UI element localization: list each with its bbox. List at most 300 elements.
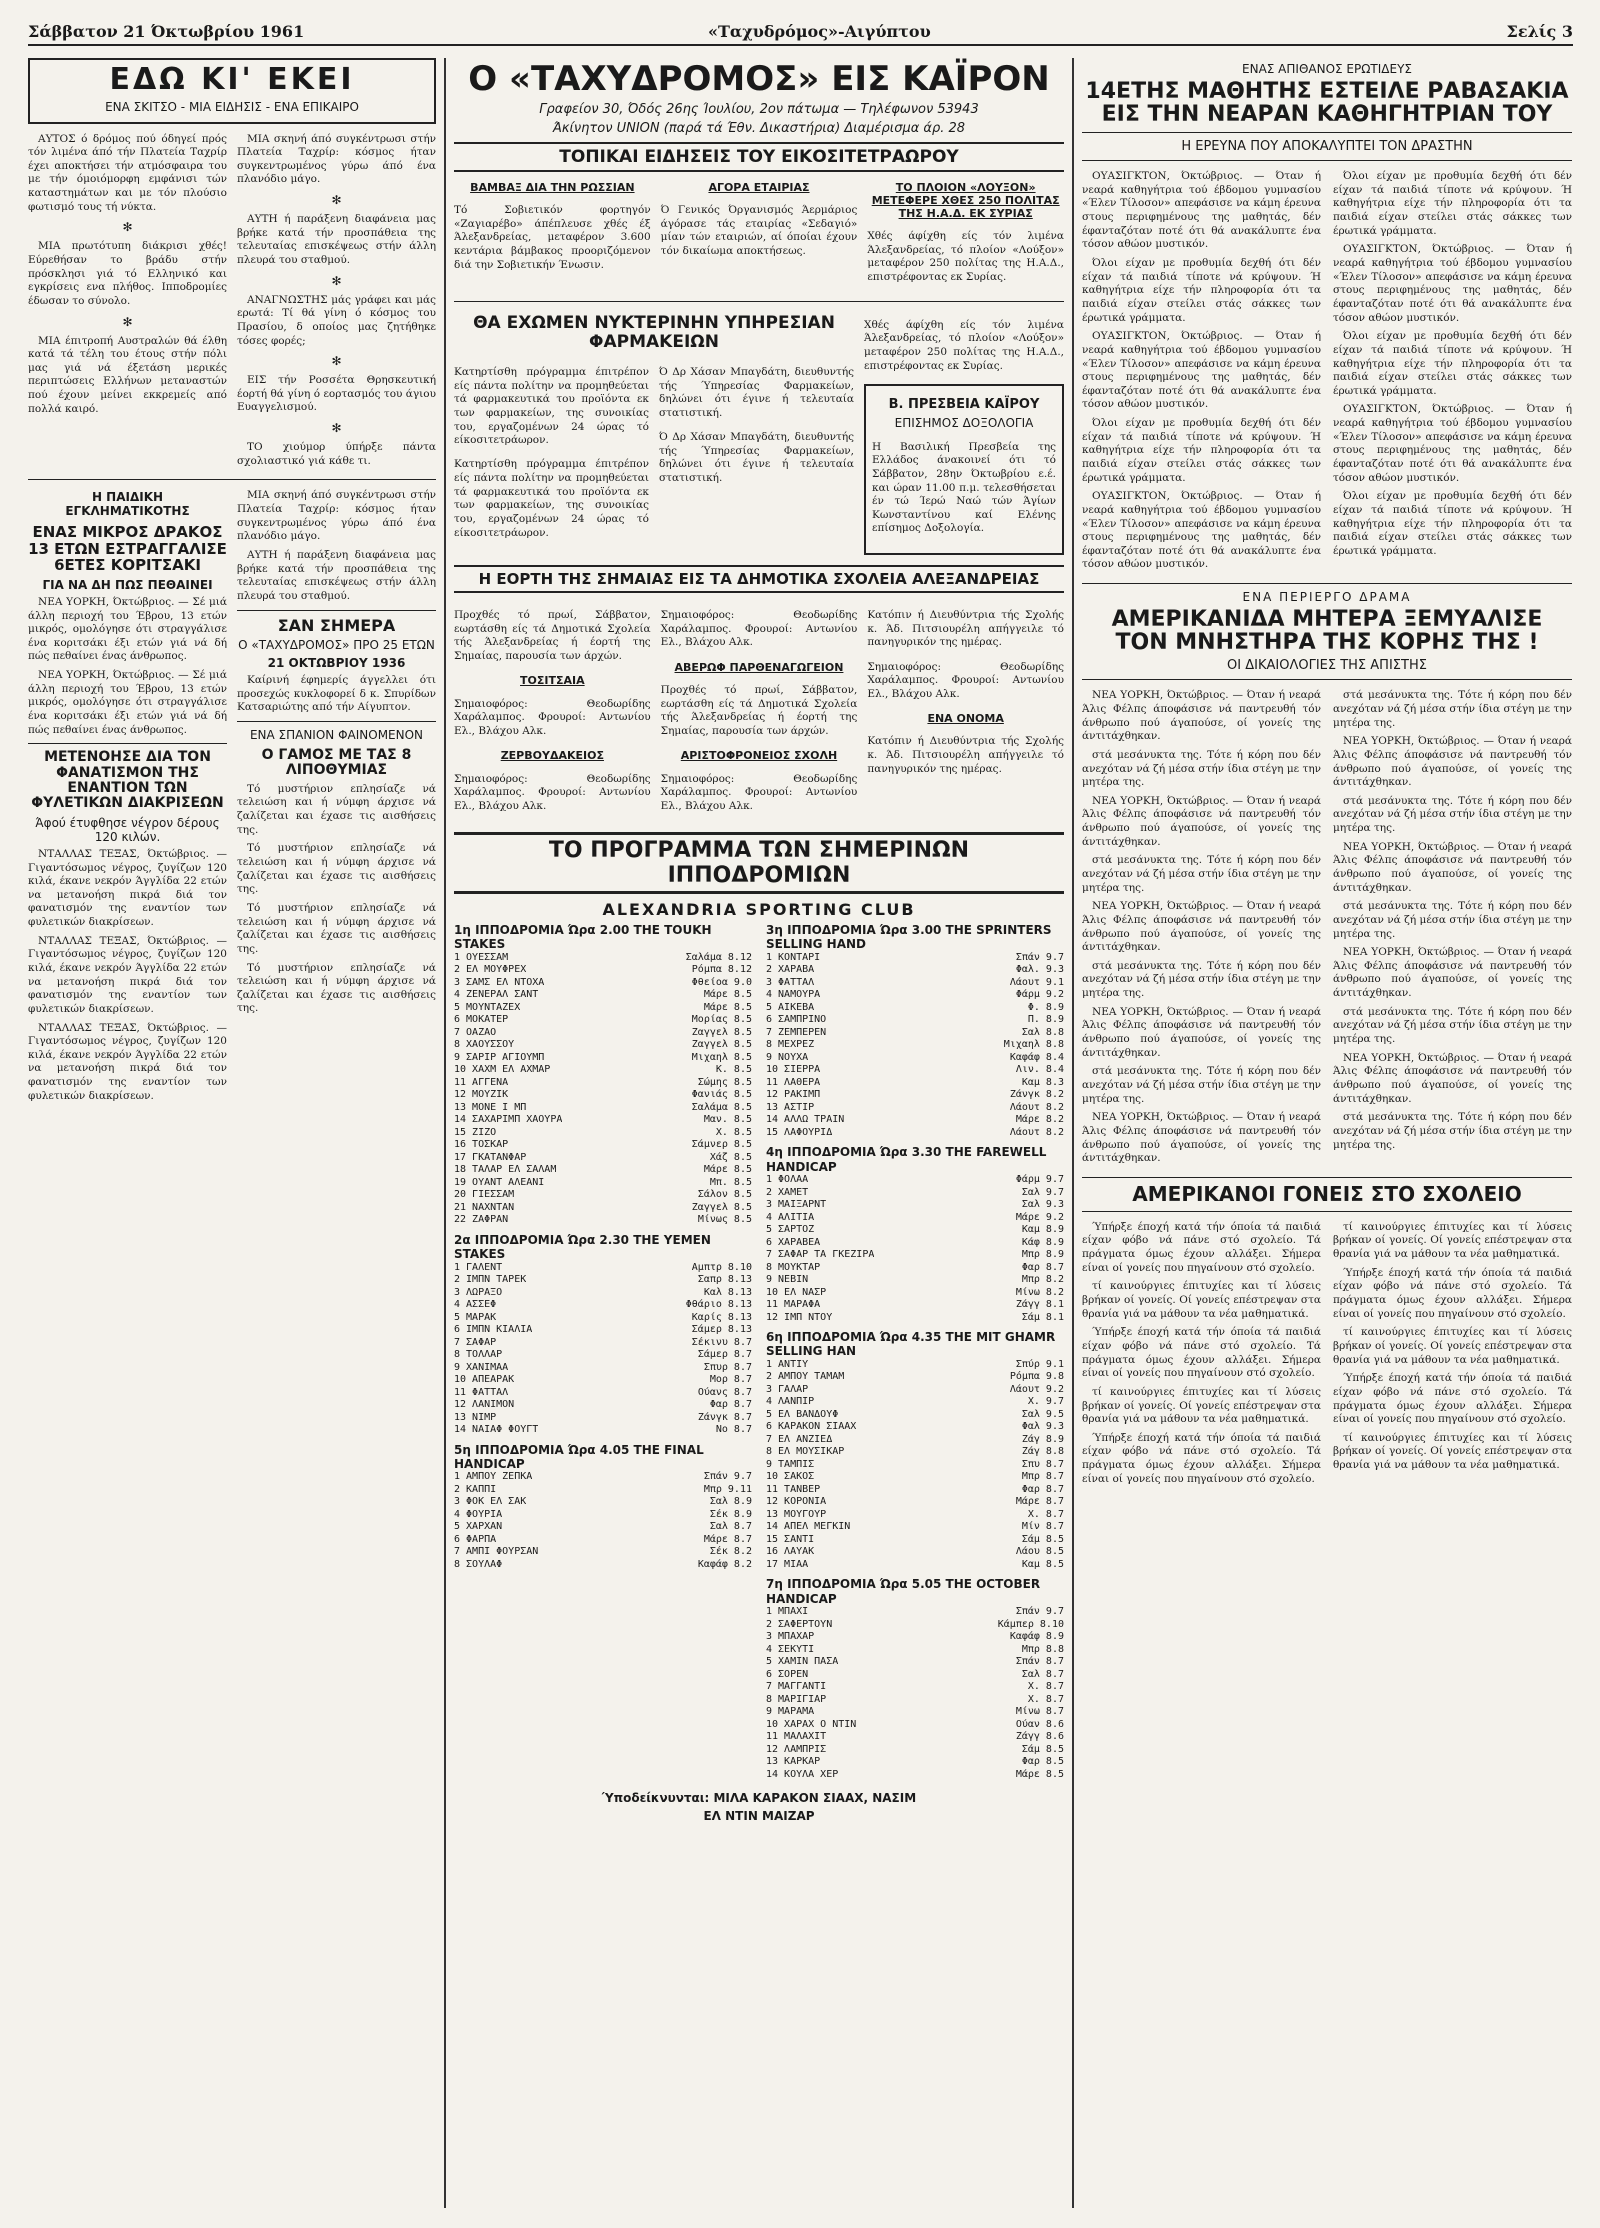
horse-row (766, 1606, 1064, 1619)
horse-row (766, 1262, 1064, 1275)
horse-row (454, 1274, 752, 1287)
horse-name: 10 ΑΠΕΑΡΑΚ (454, 1374, 515, 1386)
horse-jockey-weight: Φάρμ 9.2 (1015, 989, 1064, 1001)
horse-name: 12 ΡΑΚΙΜΠ (766, 1089, 821, 1101)
horse-name: 8 ΣΟΥΛΑΦ (454, 1558, 503, 1570)
horse-row (454, 1002, 752, 1015)
flag-text: Προχθές τό πρωί, Σάββατον, εωρτάσθη είς τά Δημοτικά Σχολεία τής Άλεξανδρείας ή έορτή της Σημαίας, παρουσία των άρχών. (454, 609, 651, 663)
horse-name: 18 ΤΑΛΑΡ ΕΛ ΣΑΛΑΜ (454, 1164, 557, 1176)
horse-row (766, 1274, 1064, 1287)
horse-jockey-weight: Καμ 8.5 (1021, 1558, 1064, 1570)
horse-name: 17 ΜΙΑΑ (766, 1558, 809, 1570)
horse-jockey-weight: Φάρμ 9.7 (1015, 1174, 1064, 1186)
horse-name: 12 ΚΟΡΟΝΙΑ (766, 1496, 827, 1508)
horse-name: 11 ΦΑΤΤΑΛ (454, 1386, 509, 1398)
horse-row (766, 1484, 1064, 1497)
horse-row (454, 1127, 752, 1140)
horse-row (766, 1559, 1064, 1572)
horse-row (454, 964, 752, 977)
rare-text: Τό μυστήριον επλησίαζε νά τελειώση και ή νύμφη άρχισε νά ζαλίζεται και έχασε τις αισθήσεις της. (237, 961, 436, 1015)
horse-name: 11 ΤΑΝΒΕΡ (766, 1483, 821, 1495)
student-article-grid (1082, 167, 1572, 577)
horse-row (454, 1202, 752, 1215)
local-news-grid (454, 178, 1064, 296)
horse-row (454, 1521, 752, 1534)
horse-row (766, 1421, 1064, 1434)
horse-jockey-weight: Χ. 8.7 (1027, 1693, 1064, 1705)
horse-jockey-weight: Σαλ 8.8 (1021, 1026, 1064, 1038)
horse-jockey-weight: Ζάνγκ 8.2 (1009, 1089, 1064, 1101)
news-text: Χθές άφίχθη είς τόν λιμένα Άλεξανδρείας, τό πλοίον «Λούξον» μεταφέρον 250 πολίτας της Η.Α.Δ., επιστρέφοντας εκ Συρίας. (864, 318, 1064, 372)
horse-row (454, 1027, 752, 1040)
horse-jockey-weight: Σάμ 8.5 (1021, 1533, 1064, 1545)
news-text: Χθές άφίχθη είς τόν λιμένα Άλεξανδρείας, τό πλοίον «Λούξον» μεταφέρον 250 πολίτας της Η.Α.Δ., επιστρέφοντας εκ Συρίας. (867, 230, 1064, 284)
horse-row (766, 1744, 1064, 1757)
parents-text: τί καινούργιες έπιτυχίες και τί λύσεις βρήκαν οί γονείς. Οί γονείς επέστρεψαν στα θρανία γιά να μάθουν τα νέα μαθηματικά. (1082, 1385, 1321, 1426)
horse-row (766, 1249, 1064, 1262)
paper-name: «Ταχυδρόμος»-Αιγύπτου (708, 22, 931, 41)
horse-row (454, 977, 752, 990)
pharmacy-article (454, 308, 854, 558)
horse-row (766, 1212, 1064, 1225)
horse-row (766, 1039, 1064, 1052)
horse-jockey-weight: Σπάν 9.7 (1015, 1606, 1064, 1618)
horse-jockey-weight: Π. 8.9 (1027, 1014, 1064, 1026)
horse-row (766, 1409, 1064, 1422)
horse-row (454, 1424, 752, 1437)
horse-row (766, 989, 1064, 1002)
student-text: Όλοι είχαν με προθυμία δεχθή ότι δέν είχαν τά παιδιά τίποτε νά κρύψουν. Ή καθηγήτρια είχε τήν πληροφορία ότι τα παιδιά είχαν στείλει στάς σάκκες των έρωτικά γράμματα. (1082, 257, 1321, 324)
student-text: ΟΥΑΣΙΓΚΤΟΝ, Όκτώβριος. — Όταν ή νεαρά καθηγήτρια τού έβδομου γυμνασίου «Έλεν Τίλοσον» απεφάσισε να κάμη έρευνα στους περιφημένους της μαθητάς, δέν έφανταζόταν ποτέ ότι θά ανακάλυπτε ένα τόσον αθώον μυστικόν. (1082, 170, 1321, 251)
divider (237, 610, 436, 611)
parents-text: Ύπήρξε έποχή κατά τήν όποία τά παιδιά είχαν φόβο νά πάνε στό σχολείο. Τά πράγματα όμως έχουν αλλάξει. Σήμερα είναι οί γονείς που πηγαίνουν στό σχολείο. (1333, 1266, 1572, 1320)
horse-jockey-weight: Σπύρ 9.1 (1015, 1358, 1064, 1370)
parents-text: τί καινούργιες έπιτυχίες και τί λύσεις βρήκαν οί γονείς. Οί γονείς επέστρεψαν στα θρανία γιά να μάθουν τα νέα μαθηματικά. (1333, 1220, 1572, 1261)
horse-name: 20 ΓΙΕΣΣΑΜ (454, 1189, 515, 1201)
horse-jockey-weight: Μάρε 8.2 (1015, 1114, 1064, 1126)
horse-name: 2 ΑΜΠΟΥ ΤΑΜΑΜ (766, 1371, 845, 1383)
right-headline: 14ΕΤΗΣ ΜΑΘΗΤΗΣ ΕΣΤΕΙΛΕ ΡΑΒΑΣΑΚΙΑ ΕΙΣ ΤΗΝ ΝΕΑΡΑΝ ΚΑΘΗΓΗΤΡΙΑΝ ΤΟΥ (1085, 79, 1569, 128)
embassy-box (864, 384, 1064, 555)
horse-name: 5 ΑΙΚΕΒΑ (766, 1001, 815, 1013)
horse-row (454, 1534, 752, 1547)
divider (454, 301, 1064, 302)
horse-jockey-weight: Σαπρ 8.13 (697, 1274, 752, 1286)
horse-jockey-weight: Μάρε 8.5 (703, 1001, 752, 1013)
horse-row (454, 1412, 752, 1425)
parents-text: Ύπήρξε έποχή κατά τήν όποία τά παιδιά είχαν φόβο νά πάνε στό σχολείο. Τά πράγματα όμως έχουν αλλάξει. Σήμερα είναι οί γονείς που πηγαίνουν στό σχολείο. (1082, 1326, 1321, 1380)
horse-name: 5 ΜΟΥΝΤΑΖΕΧ (454, 1001, 521, 1013)
embassy-subhead: ΕΠΙΣΗΜΟΣ ΔΟΞΟΛΟΓΙΑ (894, 416, 1034, 431)
horse-jockey-weight: Φθείοα 9.0 (691, 976, 752, 988)
horse-name: 7 ΟΑΖΑΟ (454, 1026, 497, 1038)
race-headline: 5η ΙΠΠΟΔΡΟΜΙΑ Ώρα 4.05 THE FINAL HANDICAP (454, 1442, 704, 1471)
horse-name: 8 ΜΑΡΙΓΙΑΡ (766, 1693, 827, 1705)
horse-jockey-weight: Σέκινυ 8.7 (691, 1336, 752, 1348)
horse-jockey-weight: Σαλ 8.7 (1021, 1668, 1064, 1680)
horse-name: 1 ΚΟΝΤΑΡΙ (766, 951, 821, 963)
horse-row (766, 1631, 1064, 1644)
today-subtitle: Ο «ΤΑΧΥΔΡΟΜΟΣ» ΠΡΟ 25 ΕΤΩΝ (238, 638, 435, 653)
horse-name: 15 ΣΑΝΤΙ (766, 1533, 815, 1545)
divider (237, 721, 436, 722)
horse-name: 1 ΑΝΤΙΥ (766, 1358, 809, 1370)
student-text: ΟΥΑΣΙΓΚΤΟΝ, Όκτώβριος. — Όταν ή νεαρά καθηγήτρια τού έβδομου γυμνασίου «Έλεν Τίλοσον» απεφάσισε να κάμη έρευνα στους περιφημένους της μαθητάς, δέν έφανταζόταν ποτέ ότι θά ανακάλυπτε ένα τόσον αθώον μυστικόν. (1082, 490, 1321, 571)
horse-name: 22 ΖΑΦΡΑΝ (454, 1214, 509, 1226)
horse-row (454, 1559, 752, 1572)
horse-row (766, 1644, 1064, 1657)
horse-name: 10 ΕΛ ΝΑΣΡ (766, 1286, 827, 1298)
rare-kicker: ΕΝΑ ΣΠΑΝΙΟΝ ΦΑΙΝΟΜΕΝΟΝ (249, 728, 424, 743)
horse-jockey-weight: Σαλ 8.9 (709, 1496, 752, 1508)
separator-star-icon: ✻ (122, 220, 133, 235)
drama-text: στά μεσάνυκτα της. Τότε ή κόρη που δέν ανεχόταν νά ζή μέσα στήν ίδια στέγη με την μητέρα της. (1333, 900, 1572, 940)
horse-row (766, 1027, 1064, 1040)
horse-jockey-weight: Κ. 8.5 (715, 1064, 752, 1076)
horse-row (766, 1064, 1064, 1077)
student-text: ΟΥΑΣΙΓΚΤΟΝ, Όκτώβριος. — Όταν ή νεαρά καθηγήτρια τού έβδομου γυμνασίου «Έλεν Τίλοσον» απεφάσισε να κάμη έρευνα στους περιφημένους της μαθητάς, δέν έφανταζόταν ποτέ ότι θά ανακάλυπτε ένα τόσον αθώον μυστικόν. (1082, 330, 1321, 411)
horse-jockey-weight: Ρόμπα 9.8 (1009, 1371, 1064, 1383)
brief-paragraph: ΜΙΑ σκηνή άπό συγκέντρωσι στήν Πλατεία Ταχρίρ: κόσμος ήταν συγκεντρωμένος γύρω άπό ένα πλανόδιο μάγο. (237, 489, 436, 543)
drama-text: στά μεσάνυκτα της. Τότε ή κόρη που δέν ανεχόταν νά ζή μέσα στήν ίδια στέγη με την μητέρα της. (1333, 1111, 1572, 1151)
horse-row (766, 1396, 1064, 1409)
left-brief-col1 (28, 130, 227, 474)
horse-name: 13 ΑΣΤΙΡ (766, 1101, 815, 1113)
horse-jockey-weight: Λάουτ 9.2 (1009, 1383, 1064, 1395)
horse-name: 16 ΛΑΥΑΚ (766, 1546, 815, 1558)
drama-text: ΝΕΑ ΥΟΡΚΗ, Όκτώβριος. — Όταν ή νεαρά Άλις Φέλπς άποφάσισε νά παντρευθή τόν άνθρωπο πού άγαπούσε, οί γονείς της άντιτάχθηκαν. (1082, 794, 1321, 848)
horse-jockey-weight: Φαρ 8.7 (1021, 1261, 1064, 1273)
horse-row (766, 1014, 1064, 1027)
horse-jockey-weight: Καρίς 8.13 (691, 1311, 752, 1323)
race-column-left (454, 923, 752, 1787)
horse-jockey-weight: Σάμερ 8.7 (697, 1349, 752, 1361)
fanatic-subhead: Άφού έτυφθησε νέγρον δέρους 120 κιλών. (35, 815, 220, 844)
horse-jockey-weight: Ζάγ 8.8 (1021, 1446, 1064, 1458)
masthead (28, 20, 1573, 46)
horse-row (454, 1312, 752, 1325)
student-text: ΟΥΑΣΙΓΚΤΟΝ, Όκτώβριος. — Όταν ή νεαρά καθηγήτρια τού έβδομου γυμνασίου «Έλεν Τίλοσον» απεφάσισε να κάμη έρευνα στους περιφημένους της μαθητάς, δέν έφανταζόταν ποτέ ότι θά ανακάλυπτε ένα τόσον αθώον μυστικόν. (1333, 403, 1572, 484)
pharmacy-text: Ό Δρ Χάσαν Μπαγδάτη, διευθυντής τής Ύπηρεσίας Φαρμακείων, δηλώνει ότι έγινε ή τελευταία στατιστική. (659, 431, 854, 485)
brief-paragraph: ΜΙΑ σκηνή άπό συγκέντρωσι στήν Πλατεία Ταχρίρ: κόσμος ήταν συγκεντρωμένος γύρω άπό ένα πλανόδιο μάγο. (237, 132, 436, 186)
race-footer: ΕΛ ΝΤΙΝ ΜΑΙΖΑΡ (703, 1809, 815, 1824)
flag-text: Κατόπιν ή Διευθύντρια τής Σχολής κ. Άδ. Πιτσιουρέλη απήγγειλε τό πανηγυρικόν της ημέρας. (867, 609, 1064, 649)
horse-name: 8 ΤΟΛΛΑΡ (454, 1349, 503, 1361)
horse-row (454, 1139, 752, 1152)
brief-paragraph: ΑΥΤΟΣ ό δρόμος πού όδηγεί πρός τόν λιμένα άπό τήν Πλατεία Ταχρίρ έχει αποκτήσει τήν ατμόσφαιρα του με τήν όμοιόμορφη εμφάνισι τών καταστημάτων και με τόν πλούσιο φωτισμό τους τή νύκτα. (28, 132, 227, 213)
horse-name: 9 ΤΑΜΠΙΣ (766, 1458, 815, 1470)
horse-jockey-weight: Ρόμπα 8.12 (691, 964, 752, 976)
horse-jockey-weight: Σέκ 8.2 (709, 1546, 752, 1558)
horse-name: 16 ΤΟΣΚΑΡ (454, 1139, 509, 1151)
horse-jockey-weight: Μπρ 9.11 (703, 1483, 752, 1495)
horse-row (454, 1114, 752, 1127)
right-column (1082, 58, 1572, 2208)
flag-text: Σημαιοφόρος: Θεοδωρίδης Χαράλαμπος. Φρουροί: Αντωνίου Ελ., Βλάχου Αλκ. (660, 772, 858, 812)
horse-jockey-weight: Σαλ 9.3 (1021, 1199, 1064, 1211)
student-text: ΟΥΑΣΙΓΚΤΟΝ, Όκτώβριος. — Όταν ή νεαρά καθηγήτρια τού έβδομου γυμνασίου «Έλεν Τίλοσον» απεφάσισε να κάμη έρευνα στους περιφημένους της μαθητάς, δέν έφανταζόταν ποτέ ότι θά ανακάλυπτε ένα τόσον αθώον μυστικόν. (1333, 243, 1572, 324)
flag-subhead: ΑΡΙΣΤΟΦΡΟΝΕΙΟΣ ΣΧΟΛΗ (680, 749, 838, 763)
drama-text: ΝΕΑ ΥΟΡΚΗ, Όκτώβριος. — Όταν ή νεαρά Άλις Φέλπς άποφάσισε νά παντρευθή τόν άνθρωπο πού άγαπούσε, οί γονείς της άντιτάχθηκαν. (1082, 900, 1321, 954)
horse-row (766, 1656, 1064, 1669)
horse-name: 8 ΧΑΟΥΣΣΟΥ (454, 1039, 515, 1051)
horse-jockey-weight: Ζαγγελ 8.5 (691, 1201, 752, 1213)
drama-subtitle: ΟΙ ΔΙΚΑΙΟΛΟΓΙΕΣ ΤΗΣ ΑΠΙΣΤΗΣ (1227, 658, 1427, 674)
horse-jockey-weight: Φανιάς 8.5 (691, 1089, 752, 1101)
parents-text: τί καινούργιες έπιτυχίες και τί λύσεις βρήκαν οί γονείς. Οί γονείς επέστρεψαν στα θρανία γιά να μάθουν τα νέα μαθηματικά. (1333, 1326, 1572, 1366)
horse-jockey-weight: Καλ 8.13 (703, 1286, 752, 1298)
horse-jockey-weight: Καφάφ 8.2 (697, 1558, 752, 1570)
rare-text: Τό μυστήριον επλησίαζε νά τελειώση και ή νύμφη άρχισε νά ζαλίζεται και έχασε τις αισθήσεις της. (237, 842, 436, 896)
parents-text: Ύπήρξε έποχή κατά τήν όποία τά παιδιά είχαν φόβο νά πάνε στό σχολείο. Τά πράγματα όμως έχουν αλλάξει. Σήμερα είναι οί γονείς που πηγαίνουν στό σχολείο. (1082, 1431, 1321, 1485)
horse-name: 7 ΑΜΠΙ ΦΟΥΡΣΑΝ (454, 1546, 539, 1558)
horse-name: 10 ΣΑΚΟΣ (766, 1471, 815, 1483)
horse-row (454, 1189, 752, 1202)
horse-name: 4 ΣΕΚΥΤΙ (766, 1643, 815, 1655)
crime-headline: ΕΝΑΣ ΜΙΚΡΟΣ ΔΡΑΚΟΣ 13 ΕΤΩΝ ΕΣΤΡΑΓΓΑΛΙΣΕ 6ΕΤΕΣ ΚΟΡΙΤΣΑΚΙ (28, 523, 227, 575)
horse-row (454, 1484, 752, 1497)
horse-row (454, 1509, 752, 1522)
race-program-grid (454, 923, 1064, 1787)
horse-jockey-weight: Καφάφ 8.9 (1009, 1631, 1064, 1643)
horse-row (766, 1359, 1064, 1372)
horse-name: 13 ΝΙΜΡ (454, 1411, 497, 1423)
horse-row (766, 1077, 1064, 1090)
horse-jockey-weight: Φαλ 9.3 (1021, 1421, 1064, 1433)
horse-row (454, 1496, 752, 1509)
horse-row (766, 1434, 1064, 1447)
horse-name: 5 ΣΑΡΤΟΖ (766, 1224, 815, 1236)
parents-text: Ύπήρξε έποχή κατά τήν όποία τά παιδιά είχαν φόβο νά πάνε στό σχολείο. Τά πράγματα όμως έχουν αλλάξει. Σήμερα είναι οί γονείς που πηγαίνουν στό σχολείο. (1082, 1220, 1321, 1274)
separator-star-icon: ✻ (331, 273, 342, 288)
horse-jockey-weight: Καμ 8.3 (1021, 1076, 1064, 1088)
horse-name: 5 ΕΛ ΒΑΝΔΟΥΦ (766, 1408, 839, 1420)
horse-row (766, 1002, 1064, 1015)
news-text: Ό Γενικός Όργανισμός Άερμάριος άγόρασε τάς εταιρίας «Σεδαγιό» μίαν τών εταιριών, αί όποίαι έχουν τόν δικαίωμα αποκτήσεως. (660, 204, 858, 258)
flag-text: Σημαιοφόρος: Θεοδωρίδης Χαράλαμπος. Φρουροί: Αντωνίου Ελ., Βλάχου Αλκ. (660, 609, 858, 649)
horse-name: 14 ΑΛΛΩ ΤΡΑΙΝ (766, 1114, 845, 1126)
horse-jockey-weight: Χ. 9.7 (1027, 1396, 1064, 1408)
horse-row (766, 1312, 1064, 1325)
parents-text: τί καινούργιες έπιτυχίες και τί λύσεις βρήκαν οί γονείς. Οί γονείς επέστρεψαν στα θρανία γιά να μάθουν τα νέα μαθηματικά. (1333, 1431, 1572, 1472)
parents-text: Ύπήρξε έποχή κατά τήν όποία τά παιδιά είχαν φόβο νά πάνε στό σχολείο. Τά πράγματα όμως έχουν αλλάξει. Σήμερα είναι οί γονείς που πηγαίνουν στό σχολείο. (1333, 1372, 1572, 1426)
left-header-box (28, 58, 436, 124)
horse-name: 12 ΜΟΥΖΙΚ (454, 1089, 509, 1101)
divider (1082, 679, 1572, 680)
horse-row (766, 1719, 1064, 1732)
separator-star-icon: ✻ (331, 421, 342, 436)
horse-name: 9 ΜΑΡΑΜΑ (766, 1706, 815, 1718)
race-headline: 1η ΙΠΠΟΔΡΟΜΙΑ Ώρα 2.00 THE TOUKH STAKES (454, 923, 712, 952)
today-date: 21 ΟΚΤΩΒΡΙΟΥ 1936 (267, 656, 406, 671)
horse-row (766, 1619, 1064, 1632)
horse-jockey-weight: Μάρε 8.5 (1015, 1768, 1064, 1780)
race-program-title: ΤΟ ΠΡΟΓΡΑΜΜΑ ΤΩΝ ΣΗΜΕΡΙΝΩΝ ΙΠΠΟΔΡΟΜΙΩΝ (548, 838, 970, 888)
rare-headline: Ο ΓΑΜΟΣ ΜΕ ΤΑΣ 8 ΛΙΠΟΘΥΜΙΑΣ (261, 747, 412, 779)
horse-name: 10 ΧΑΡΑΧ Ο ΝΤΙΝ (766, 1718, 857, 1730)
horse-name: 6 ΙΜΠΝ ΚΙΑΛΙΑ (454, 1324, 533, 1336)
club-name: ALEXANDRIA SPORTING CLUB (602, 900, 916, 919)
drama-text: στά μεσάνυκτα της. Τότε ή κόρη που δέν ανεχόταν νά ζή μέσα στήν ίδια στέγη με την μητέρα της. (1082, 1065, 1321, 1105)
horse-row (766, 1384, 1064, 1397)
local-news-bar: ΤΟΠΙΚΑΙ ΕΙΔΗΣΕΙΣ ΤΟΥ ΕΙΚΟΣΙΤΕΤΡΑΩΡΟΥ (454, 142, 1064, 172)
horse-name: 1 ΟΥΕΣΣΑΜ (454, 951, 509, 963)
left-subtitle: ΕΝΑ ΣΚΙΤΣΟ - ΜΙΑ ΕΙΔΗΣΙΣ - ΕΝΑ ΕΠΙΚΑΙΡΟ (105, 99, 359, 114)
race-block (766, 1330, 1064, 1571)
horse-name: 7 ΣΑΦΑΡ (454, 1336, 497, 1348)
horse-jockey-weight: Ζαγγελ 8.5 (691, 1026, 752, 1038)
horse-name: 6 ΦΑΡΠΑ (454, 1533, 497, 1545)
horse-name: 14 ΑΠΕΛ ΜΕΓΚΙΝ (766, 1521, 851, 1533)
horse-row (766, 1089, 1064, 1102)
brief-paragraph: ΑΥΤΗ ή παράξενη διαφάνεια μας βρήκε κατά τήν προσπάθεια της τελευταίας επισκέψεως στήν άλλη πλευρά του σταθμού. (237, 548, 436, 602)
horse-row (766, 1174, 1064, 1187)
center-address-2: Άκίνητον UNION (παρά τά Έθν. Δικαστήρια) Διαμέρισμα άρ. 28 (552, 120, 966, 136)
horse-row (766, 1299, 1064, 1312)
horse-name: 11 ΛΑΘΕΡΑ (766, 1076, 821, 1088)
divider (1082, 1211, 1572, 1212)
drama-text: στά μεσάνυκτα της. Τότε ή κόρη που δέν ανεχόταν νά ζή μέσα στήν ίδια στέγη με την μητέρα της. (1082, 748, 1321, 789)
horse-name: 1 ΓΑΛΕΝΤ (454, 1261, 503, 1273)
horse-name: 2 ΕΛ ΜΟΥΦΡΕΧ (454, 964, 527, 976)
horse-name: 6 ΧΑΡΑΒΕΑ (766, 1236, 821, 1248)
horse-jockey-weight: Μαν. 8.5 (703, 1114, 752, 1126)
brief-paragraph: ΑΝΑΓΝΩΣΤΗΣ μάς γράφει και μάς ερωτά: Τί θά γίνη ό κόσμος του Πρασίου, δ οποίος μας ζητήθηκε τόσες φορές; (237, 293, 436, 347)
news-headline: ΒΑΜΒΑΞ ΔΙΑ ΤΗΝ ΡΩΣΣΙΑΝ (470, 180, 635, 194)
race-block (454, 1233, 752, 1437)
fanatic-text: ΝΤΑΛΛΑΣ ΤΕΞΑΣ, Όκτώβριος. — Γιγαντόσωμος νέγρος, ζυγίζων 120 κιλά, έκανε νεκρόν Άγγλίδα 22 ετών να μετανοήση πικρά διά τον φανατισμόν της εναντίον των φυλετικών διακρίσεων. (28, 1021, 227, 1102)
horse-name: 7 ΣΑΦΑΡ ΤΑ ΓΚΕΖΙΡΑ (766, 1249, 875, 1261)
flag-subhead: ΖΕΡΒΟΥΔΑΚΕΙΟΣ (500, 749, 604, 763)
horse-jockey-weight: Σαλάμα 8.12 (685, 951, 752, 963)
horse-jockey-weight: Ούαν 8.6 (1015, 1718, 1064, 1730)
horse-jockey-weight: Μορ 8.7 (709, 1374, 752, 1386)
horse-jockey-weight: Σάμ 8.5 (1021, 1743, 1064, 1755)
pharmacy-embassy-grid (454, 308, 1064, 558)
horse-row (454, 1337, 752, 1350)
flag-subhead: ΑΒΕΡΩΦ ΠΑΡΘΕΝΑΓΩΓΕΙΟΝ (674, 660, 844, 674)
race-headline: 2α ΙΠΠΟΔΡΟΜΙΑ Ώρα 2.30 THE YEMEN STAKES (454, 1232, 711, 1262)
horse-name: 3 ΜΑΙΞΑΡΝΤ (766, 1199, 827, 1211)
horse-name: 4 ΑΣΣΕΦ (454, 1299, 497, 1311)
flag-text: Σημαιοφόρος: Θεοδωρίδης Χαράλαμπος. Φρουροί: Αντωνίου Ελ., Βλάχου Αλκ. (454, 772, 651, 812)
horse-name: 7 ΕΛ ΑΝΖΙΕΔ (766, 1433, 833, 1445)
horse-jockey-weight: Μπρ 8.2 (1021, 1274, 1064, 1286)
news-item (661, 178, 858, 296)
news-text: Τό Σοβιετικόν φορτηγόν «Ζαγιαρέβο» άπέπλευσε χθές έξ Άλεξανδρείας, μεταφέρον 3.600 κεντάρια βάμβακος προοριζόμενον διά την Σοβιετικήν Ένωσιν. (454, 204, 651, 271)
horse-name: 5 ΧΑΡΧΑΝ (454, 1521, 503, 1533)
horse-jockey-weight: Σπάν 9.7 (703, 1471, 752, 1483)
horse-row (454, 1102, 752, 1115)
brief-paragraph: ΤΟ χιούμορ ύπήρξε πάντα σχολιαστικό γιά κάθε τι. (237, 441, 436, 467)
horse-jockey-weight: Κάμπερ 8.10 (997, 1618, 1064, 1630)
horse-jockey-weight: Φθάριο 8.13 (685, 1299, 752, 1311)
horse-name: 4 ΝΑΜΟΥΡΑ (766, 989, 821, 1001)
fanatic-text: ΝΤΑΛΛΑΣ ΤΕΞΑΣ, Όκτώβριος. — Γιγαντόσωμος νέγρος, ζυγίζων 120 κιλά, έκανε νεκρόν Άγγλίδα 22 ετών να μετανοήση πικρά διά τον φανατισμόν της εναντίον των φυλετικών διακρίσεων. (28, 934, 227, 1015)
divider (1082, 1177, 1572, 1178)
horse-name: 1 ΜΠΑΧΙ (766, 1606, 809, 1618)
race-block (766, 923, 1064, 1139)
horse-jockey-weight: Κάφ 8.9 (1021, 1236, 1064, 1248)
rare-text: Τό μυστήριον επλησίαζε νά τελειώση και ή νύμφη άρχισε νά ζαλίζεται και έχασε τις αισθήσεις της. (237, 782, 436, 836)
horse-name: 12 ΛΑΝΙΜΟΝ (454, 1399, 515, 1411)
horse-jockey-weight: Μιχαηλ 8.8 (1003, 1039, 1064, 1051)
horse-row (766, 1114, 1064, 1127)
horse-jockey-weight: Σέκ 8.9 (709, 1508, 752, 1520)
flag-text: Σημαιοφόρος: Θεοδωρίδης Χαράλαμπος. Φρουροί: Αντωνίου Ελ., Βλάχου Αλκ. (454, 697, 651, 737)
horse-jockey-weight: Μάρε 8.5 (703, 1164, 752, 1176)
horse-row (454, 1374, 752, 1387)
horse-jockey-weight: Σαλάμα 8.5 (691, 1101, 752, 1113)
separator-star-icon: ✻ (331, 193, 342, 208)
drama-text: στά μεσάνυκτα της. Τότε ή κόρη που δέν ανεχόταν νά ζή μέσα στήν ίδια στέγη με την μητέρα της. (1082, 854, 1321, 894)
horse-row (766, 1681, 1064, 1694)
horse-row (454, 1152, 752, 1165)
horse-jockey-weight: Φαρ 8.7 (1021, 1483, 1064, 1495)
center-column (454, 58, 1064, 2208)
horse-row (766, 1224, 1064, 1237)
horse-name: 6 ΣΟΡΕΝ (766, 1668, 809, 1680)
horse-jockey-weight: Μπρ 8.9 (1021, 1249, 1064, 1261)
horse-name: 13 ΜΟΥΓΟΥΡ (766, 1508, 827, 1520)
horse-row (766, 1694, 1064, 1707)
horse-name: 7 ΖΕΜΠΕΡΕΝ (766, 1026, 827, 1038)
horse-name: 2 ΣΑΦΕΡΤΟΥΝ (766, 1618, 833, 1630)
right-kicker: ΕΝΑΣ ΑΠΙΘΑΝΟΣ ΕΡΩΤΙΔΕΥΣ (1242, 62, 1412, 76)
horse-row (766, 1237, 1064, 1250)
horse-name: 8 ΕΛ ΜΟΥΣΙΚΑΡ (766, 1446, 845, 1458)
drama-text: ΝΕΑ ΥΟΡΚΗ, Όκτώβριος. — Όταν ή νεαρά Άλις Φέλπς άποφάσισε νά παντρευθή τόν άνθρωπο πού άγαπούσε, οί γονείς της άντιτάχθηκαν. (1333, 946, 1572, 1000)
race-block (454, 1443, 752, 1572)
separator-star-icon: ✻ (331, 354, 342, 369)
column-rule (444, 58, 446, 2208)
today-title: ΣΑΝ ΣΗΜΕΡΑ (277, 615, 396, 635)
page-number: Σελίς 3 (1506, 22, 1573, 41)
horse-name: 4 ΑΛΙΤΙΑ (766, 1211, 815, 1223)
flag-subhead: ΤΟΣΙΤΣΑΙΑ (520, 674, 585, 688)
horse-jockey-weight: Μπ. 8.5 (709, 1176, 752, 1188)
brief-paragraph: ΕΙΣ τήν Ροσσέτα Θρησκευτική έορτή θά γίνη ό εορτασμός του άγιου Ευαγγελισμού. (237, 374, 436, 414)
horse-jockey-weight: Αμπτρ 8.10 (691, 1261, 752, 1273)
divider (1082, 583, 1572, 584)
horse-name: 1 ΦΟΛΑΑ (766, 1174, 809, 1186)
race-headline: 7η ΙΠΠΟΔΡΟΜΙΑ Ώρα 5.05 THE OCTOBER HANDICAP (766, 1577, 1041, 1606)
horse-row (766, 964, 1064, 977)
horse-row (766, 1509, 1064, 1522)
brief-paragraph: ΑΥΤΗ ή παράξενη διαφάνεια μας βρήκε κατά τήν προσπάθεια της τελευταίας επισκέψεως στήν άλλη πλευρά του σταθμού. (237, 213, 436, 266)
horse-jockey-weight: Μίνω 8.7 (1015, 1706, 1064, 1718)
crime-article (28, 486, 227, 1108)
horse-row (766, 1371, 1064, 1384)
horse-jockey-weight: Μίνως 8.5 (697, 1214, 752, 1226)
horse-name: 19 ΟΥΑΝΤ ΑΛΕΑΝΙ (454, 1176, 545, 1188)
crime-subhead: ΓΙΑ ΝΑ ΔΗ ΠΩΣ ΠΕΘΑΙΝΕΙ (42, 577, 213, 592)
horse-jockey-weight: Φαρ 8.5 (1021, 1756, 1064, 1768)
drama-text: ΝΕΑ ΥΟΡΚΗ, Όκτώβριος. — Όταν ή νεαρά Άλις Φέλπς άποφάσισε νά παντρευθή τόν άνθρωπο πού άγαπούσε, οί γονείς της άντιτάχθηκαν. (1333, 840, 1572, 894)
horse-name: 5 ΜΑΡΑΚ (454, 1311, 497, 1323)
horse-row (766, 1287, 1064, 1300)
crime-text: ΝΕΑ ΥΟΡΚΗ, Όκτώβριος. — Σέ μιά άλλη περιοχή του Έβρου, 13 ετών μικρός, ομολόγησε ότι στραγγάλισε ένα κοριτσάκι έξι ετών γιά νά δή πώς πεθαίνει ένας άνθρωπος. (28, 595, 227, 663)
drama-text: ΝΕΑ ΥΟΡΚΗ, Όκτώβριος. — Όταν ή νεαρά Άλις Φέλπς άποφάσισε νά παντρευθή τόν άνθρωπο πού άγαπούσε, οί γονείς της άντιτάχθηκαν. (1082, 689, 1321, 743)
race-headline: 6η ΙΠΠΟΔΡΟΜΙΑ Ώρα 4.35 THE MIT GHAMR SELLING HAN (766, 1330, 1056, 1359)
horse-row (766, 1199, 1064, 1212)
horse-name: 11 ΜΑΛΑΧΙΤ (766, 1731, 827, 1743)
horse-row (766, 1756, 1064, 1769)
drama-kicker: ΕΝΑ ΠΕΡΙΕΡΓΟ ΔΡΑΜΑ (1242, 590, 1412, 605)
horse-name: 15 ΛΑΦΟΥΡΙΔ (766, 1126, 833, 1138)
horse-name: 12 ΛΑΜΠΡΙΣ (766, 1743, 827, 1755)
separator-star-icon: ✻ (122, 314, 133, 329)
